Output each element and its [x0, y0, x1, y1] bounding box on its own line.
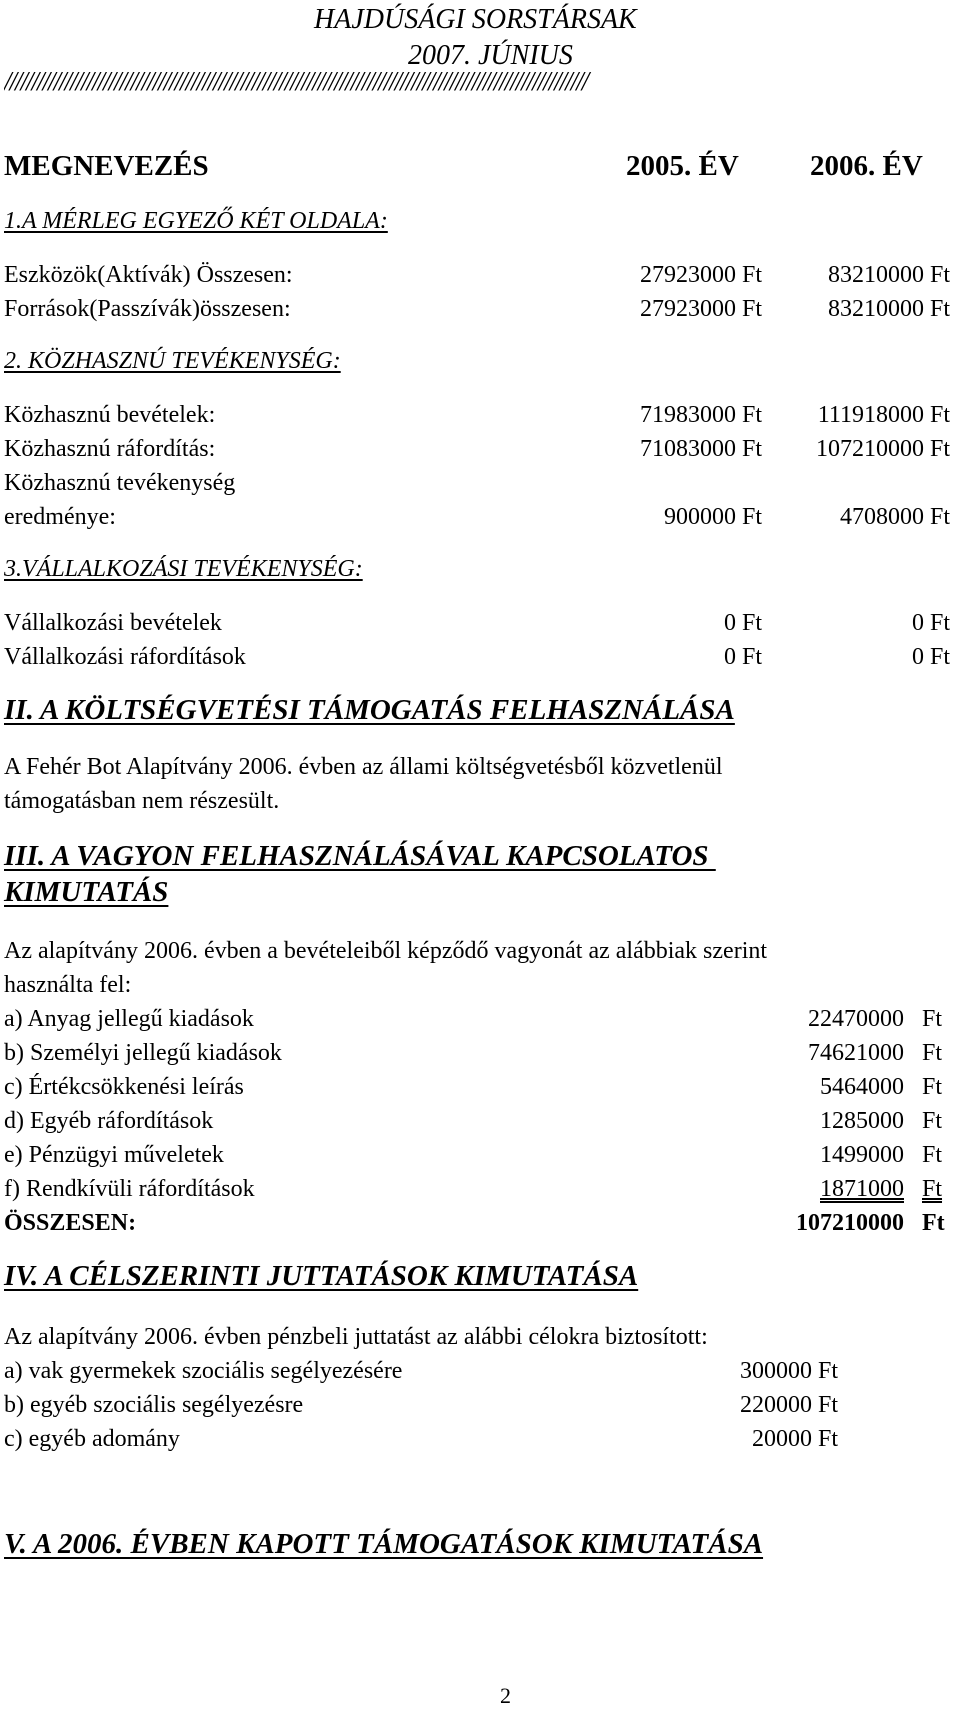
header-separator: ////////////////////////////////////////////////////////////////////////////////////////////////////////// — [4, 66, 588, 96]
grant-item-c-label: c) egyéb adomány — [4, 1426, 180, 1452]
asset-use-item-b-amount: 74621000 — [808, 1040, 904, 1066]
section3-title: 3.VÁLLALKOZÁSI TEVÉKENYSÉG: — [4, 556, 363, 582]
asset-use-item-c-amount: 5464000 — [820, 1074, 904, 1100]
balance-assets-2006: 83210000 Ft — [827, 262, 950, 288]
asset-use-item-e-label: e) Pénzügyi műveletek — [4, 1142, 224, 1168]
asset-use-item-b-unit: Ft — [922, 1040, 943, 1066]
business-expense-label: Vállalkozási ráfordítások — [4, 644, 246, 670]
grant-item-b-label: b) egyéb szociális segélyezésre — [4, 1392, 304, 1418]
balance-assets-label: Eszközök(Aktívák) Összesen: — [4, 262, 293, 288]
asset-use-total-unit: Ft — [922, 1210, 945, 1236]
public-benefit-expense-label: Közhasznú ráfordítás: — [4, 436, 216, 462]
asset-use-item-c-label: c) Értékcsökkenési leírás — [4, 1074, 244, 1100]
asset-use-item-f-label: f) Rendkívüli ráfordítások — [4, 1176, 255, 1202]
balance-liabilities-2005: 27923000 Ft — [639, 296, 762, 322]
business-income-2006: 0 Ft — [911, 610, 950, 636]
section-iii-intro-line1: Az alapítvány 2006. évben a bevételeiből képződő vagyonát az alábbiak szerint — [4, 938, 768, 964]
public-benefit-result-label-line1: Közhasznú tevékenység — [4, 470, 236, 496]
column-year1-heading: 2005. ÉV — [626, 150, 739, 182]
asset-use-total-amount: 107210000 — [796, 1210, 904, 1236]
asset-use-item-f-unit: Ft — [922, 1176, 943, 1202]
grant-item-a-amount: 300000 Ft — [739, 1358, 838, 1384]
section-iv-title: IV. A CÉLSZERINTI JUTTATÁSOK KIMUTATÁSA — [4, 1260, 639, 1292]
public-benefit-result-2006: 4708000 Ft — [839, 504, 950, 530]
section-ii-title: II. A KÖLTSÉGVETÉSI TÁMOGATÁS FELHASZNÁLÁSA — [4, 694, 735, 726]
balance-liabilities-2006: 83210000 Ft — [827, 296, 950, 322]
section-v-title: V. A 2006. ÉVBEN KAPOTT TÁMOGATÁSOK KIMUTATÁSA — [4, 1528, 764, 1560]
public-benefit-result-2005: 900000 Ft — [663, 504, 762, 530]
business-expense-2005: 0 Ft — [723, 644, 762, 670]
asset-use-item-a-label: a) Anyag jellegű kiadások — [4, 1006, 254, 1032]
asset-use-item-d-unit: Ft — [922, 1108, 943, 1134]
asset-use-item-a-amount: 22470000 — [808, 1006, 904, 1032]
section-ii-text-line1: A Fehér Bot Alapítvány 2006. évben az állami költségvetésből közvetlenül — [4, 754, 723, 780]
public-benefit-expense-2006: 107210000 Ft — [815, 436, 950, 462]
grant-item-c-amount: 20000 Ft — [751, 1426, 838, 1452]
asset-use-item-b-label: b) Személyi jellegű kiadások — [4, 1040, 282, 1066]
public-benefit-result-label-line2: eredménye: — [4, 504, 116, 530]
section-iii-intro-line2: használta fel: — [4, 972, 132, 998]
asset-use-item-e-amount: 1499000 — [820, 1142, 904, 1168]
section-iv-intro: Az alapítvány 2006. évben pénzbeli juttatást az alábbi célokra biztosított: — [4, 1324, 708, 1350]
balance-liabilities-label: Források(Passzívák)összesen: — [4, 296, 291, 322]
balance-assets-2005: 27923000 Ft — [639, 262, 762, 288]
asset-use-item-c-unit: Ft — [922, 1074, 943, 1100]
column-year2-heading: 2006. ÉV — [810, 150, 923, 182]
asset-use-item-d-amount: 1285000 — [820, 1108, 904, 1134]
asset-use-item-f-amount: 1871000 — [820, 1176, 904, 1202]
business-income-2005: 0 Ft — [723, 610, 762, 636]
business-income-label: Vállalkozási bevételek — [4, 610, 222, 636]
public-benefit-income-label: Közhasznú bevételek: — [4, 402, 216, 428]
section1-title: 1.A MÉRLEG EGYEZŐ KÉT OLDALA: — [4, 208, 388, 234]
business-expense-2006: 0 Ft — [911, 644, 950, 670]
grant-item-a-label: a) vak gyermekek szociális segélyezésére — [4, 1358, 403, 1384]
section-iii-title-line1: III. A VAGYON FELHASZNÁLÁSÁVAL KAPCSOLATOS — [4, 840, 716, 872]
public-benefit-income-2006: 111918000 Ft — [817, 402, 950, 428]
grant-item-b-amount: 220000 Ft — [739, 1392, 838, 1418]
page-number: 2 — [500, 1683, 511, 1708]
section2-title: 2. KÖZHASZNÚ TEVÉKENYSÉG: — [4, 348, 341, 374]
public-benefit-income-2005: 71983000 Ft — [639, 402, 762, 428]
document-title: HAJDÚSÁGI SORSTÁRSAK — [314, 4, 637, 35]
asset-use-total-label: ÖSSZESEN: — [4, 1210, 137, 1236]
section-ii-text-line2: támogatásban nem részesült. — [4, 788, 280, 814]
public-benefit-expense-2005: 71083000 Ft — [639, 436, 762, 462]
asset-use-item-e-unit: Ft — [922, 1142, 943, 1168]
asset-use-item-d-label: d) Egyéb ráfordítások — [4, 1108, 214, 1134]
asset-use-item-a-unit: Ft — [922, 1006, 943, 1032]
section-iii-title-line2: KIMUTATÁS — [4, 876, 169, 908]
document-date: 2007. JÚNIUS — [408, 40, 573, 71]
column-label-heading: MEGNEVEZÉS — [4, 150, 209, 182]
